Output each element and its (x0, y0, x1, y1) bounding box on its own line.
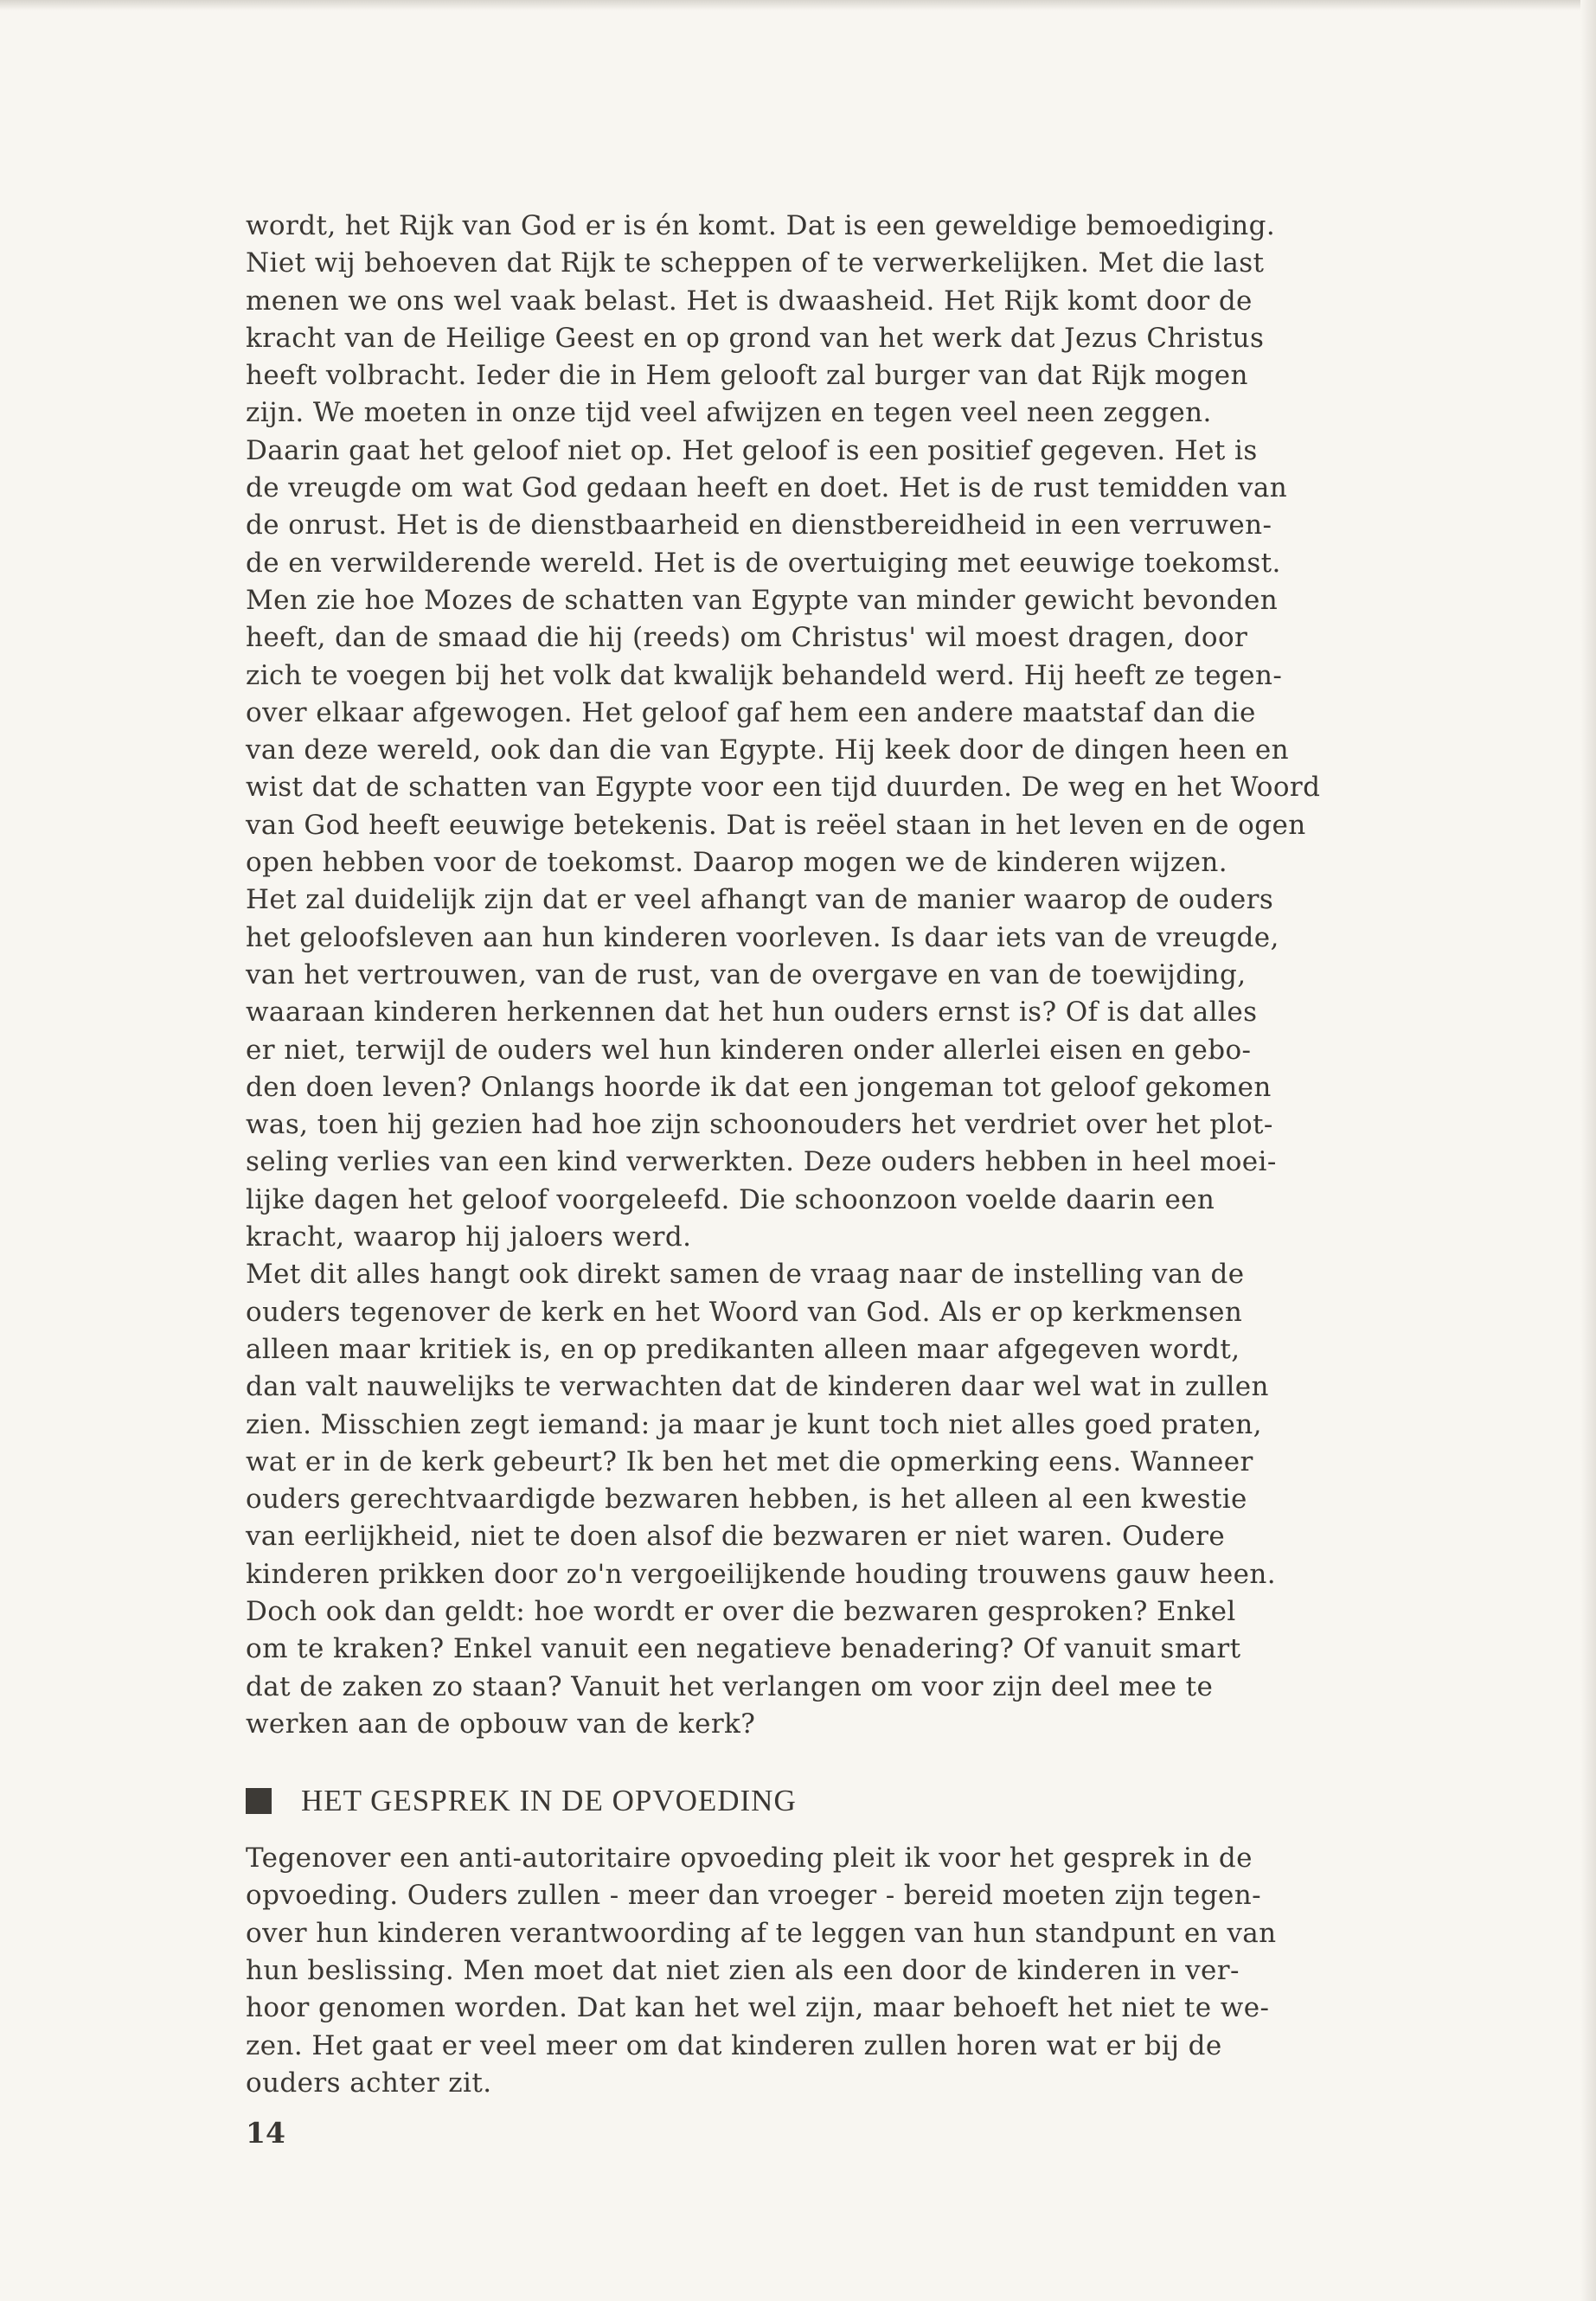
text-line: wordt, het Rijk van God er is én komt. Dat is een geweldige bemoediging. (246, 210, 1276, 241)
text-line: Het zal duidelijk zijn dat er veel afhangt van de manier waarop de ouders (246, 884, 1274, 916)
text-line: heeft, dan de smaad die hij (reeds) om Christus' wil moest dragen, door (246, 622, 1248, 654)
text-line: lijke dagen het geloof voorgeleefd. Die schoonzoon voelde daarin een (246, 1183, 1215, 1215)
text-block (246, 208, 1526, 2102)
text-line: opvoeding. Ouders zullen - meer dan vroeger - bereid moeten zijn tegen- (246, 1880, 1262, 1912)
text-line: de en verwilderende wereld. Het is de overtuiging met eeuwige toekomst. (246, 547, 1281, 579)
text-line: van eerlijkheid, niet te doen alsof die bezwaren er niet waren. Oudere (246, 1521, 1226, 1553)
text-line: hoor genomen worden. Dat kan het wel zijn, maar behoeft het niet te we- (246, 1992, 1270, 2024)
text-line: zijn. We moeten in onze tijd veel afwijzen en tegen veel neen zeggen. (246, 397, 1212, 429)
text-line: werken aan de opbouw van de kerk? (246, 1708, 756, 1740)
text-line: ouders achter zit. (246, 2067, 492, 2099)
text-line: seling verlies van een kind verwerkten. Deze ouders hebben in heel moei- (246, 1146, 1277, 1178)
text-line: Doch ook dan geldt: hoe wordt er over die bezwaren gesproken? Enkel (246, 1595, 1236, 1627)
text-line: zien. Misschien zegt iemand: ja maar je kunt toch niet alles goed praten, (246, 1408, 1262, 1440)
text-line: heeft volbracht. Ieder die in Hem gelooft zal burger van dat Rijk mogen (246, 360, 1248, 392)
text-line: kracht van de Heilige Geest en op grond van het werk dat Jezus Christus (246, 322, 1265, 354)
text-line: dan valt nauwelijks te verwachten dat de kinderen daar wel wat in zullen (246, 1371, 1269, 1403)
page-number: 14 (246, 2116, 285, 2150)
text-line: hun beslissing. Men moet dat niet zien als een door de kinderen in ver- (246, 1955, 1240, 1987)
text-line: om te kraken? Enkel vanuit een negatieve benadering? Of vanuit smart (246, 1633, 1241, 1665)
text-line: kinderen prikken door zo'n vergoeilijkende houding trouwens gauw heen. (246, 1558, 1277, 1590)
text-line: van deze wereld, ook dan die van Egypte. Hij keek door de dingen heen en (246, 734, 1290, 766)
section-heading-text: HET GESPREK IN DE OPVOEDING (301, 1784, 797, 1818)
text-line: open hebben voor de toekomst. Daarop mogen we de kinderen wijzen. (246, 847, 1228, 879)
page-top-edge (0, 0, 1596, 10)
text-line: Daarin gaat het geloof niet op. Het geloof is een positief gegeven. Het is (246, 434, 1258, 466)
text-line: zen. Het gaat er veel meer om dat kinderen zullen horen wat er bij de (246, 2029, 1222, 2061)
text-line: Tegenover een anti-autoritaire opvoeding pleit ik voor het gesprek in de (246, 1843, 1253, 1875)
text-line: alleen maar kritiek is, en op predikanten alleen maar afgegeven wordt, (246, 1333, 1240, 1365)
text-line: van God heeft eeuwige betekenis. Dat is reëel staan in het leven en de ogen (246, 809, 1306, 841)
text-line: over hun kinderen verantwoording af te leggen van hun standpunt en van (246, 1917, 1277, 1949)
text-line: Men zie hoe Mozes de schatten van Egypte van minder gewicht bevonden (246, 584, 1279, 616)
text-line: ouders tegenover de kerk en het Woord van God. Als er op kerkmensen (246, 1296, 1243, 1328)
body-text (246, 208, 1526, 1743)
text-line: Met dit alles hangt ook direkt samen de vraag naar de instelling van de (246, 1259, 1245, 1291)
section-heading (246, 1779, 1526, 1823)
page-right-edge (1580, 0, 1596, 2301)
text-line: van het vertrouwen, van de rust, van de overgave en van de toewijding, (246, 958, 1247, 990)
text-line: het geloofsleven aan hun kinderen voorleven. Is daar iets van de vreugde, (246, 921, 1279, 953)
square-bullet-icon (246, 1788, 272, 1814)
section-text (246, 1840, 1526, 2102)
text-line: wist dat de schatten van Egypte voor een tijd duurden. De weg en het Woord (246, 772, 1321, 804)
spacer (246, 1743, 1526, 1779)
text-line: den doen leven? Onlangs hoorde ik dat een jongeman tot geloof gekomen (246, 1071, 1272, 1103)
text-line: dat de zaken zo staan? Vanuit het verlangen om voor zijn deel mee te (246, 1670, 1214, 1702)
text-line: waaraan kinderen herkennen dat het hun ouders ernst is? Of is dat alles (246, 997, 1258, 1029)
text-line: over elkaar afgewogen. Het geloof gaf hem een andere maatstaf dan die (246, 696, 1256, 728)
text-line: was, toen hij gezien had hoe zijn schoonouders het verdriet over het plot- (246, 1109, 1273, 1141)
text-line: Niet wij behoeven dat Rijk te scheppen of te verwerkelijken. Met die last (246, 247, 1265, 279)
text-line: kracht, waarop hij jaloers werd. (246, 1221, 692, 1253)
text-line: wat er in de kerk gebeurt? Ik ben het met die opmerking eens. Wanneer (246, 1445, 1253, 1477)
text-line: de vreugde om wat God gedaan heeft en doet. Het is de rust temidden van (246, 472, 1288, 504)
text-line: ouders gerechtvaardigde bezwaren hebben, is het alleen al een kwestie (246, 1484, 1247, 1516)
text-line: zich te voegen bij het volk dat kwalijk behandeld werd. Hij heeft ze tegen- (246, 659, 1283, 691)
text-line: er niet, terwijl de ouders wel hun kinderen onder allerlei eisen en gebo- (246, 1034, 1252, 1066)
text-line: de onrust. Het is de dienstbaarheid en dienstbereidheid in een verruwen- (246, 510, 1272, 542)
text-line: menen we ons wel vaak belast. Het is dwaasheid. Het Rijk komt door de (246, 285, 1253, 317)
